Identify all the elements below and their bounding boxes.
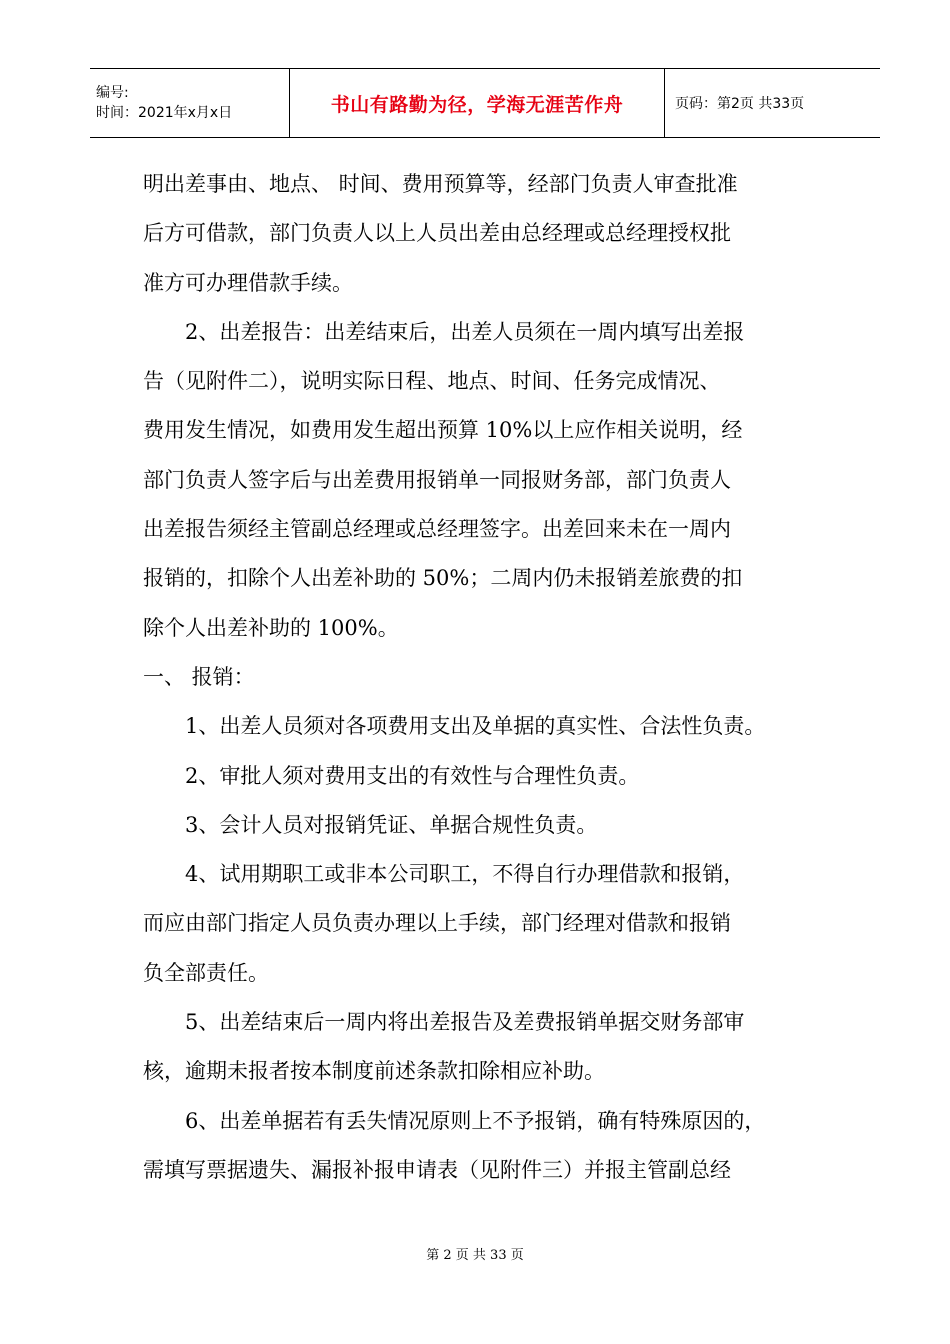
- page-header: [90, 68, 880, 138]
- page-footer: 第 2 页 共 33 页: [426, 1248, 524, 1263]
- body-text-line: 2、审批人须对费用支出的有效性与合理性负责。: [185, 763, 640, 788]
- header-meta: [90, 69, 290, 137]
- body-text-line: 后方可借款，部门负责人以上人员出差由总经理或总经理授权批: [143, 221, 731, 246]
- body-text-line: 而应由部门指定人员负责办理以上手续，部门经理对借款和报销: [143, 911, 731, 936]
- body-text-line: 4、试用期职工或非本公司职工，不得自行办理借款和报销，: [185, 862, 745, 887]
- body-text-line: 告（见附件二），说明实际日程、地点、时间、任务完成情况、: [143, 369, 721, 394]
- body-text-line: 2、出差报告：出差结束后，出差人员须在一周内填写出差报: [185, 319, 745, 344]
- document-time-label: 时间：2021年x月x日: [96, 105, 233, 121]
- body-text-line: 明出差事由、地点、 时间、费用预算等，经部门负责人审查批准: [143, 172, 738, 196]
- body-text-line: 3、会计人员对报销凭证、单据合规性负责。: [185, 812, 598, 837]
- body-text-line: 1、出差人员须对各项费用支出及单据的真实性、合法性负责。: [185, 714, 766, 739]
- body-text-line: 5、出差结束后一周内将出差报告及差费报销单据交财务部审: [185, 1010, 745, 1035]
- document-number-label: 编号:: [96, 85, 129, 101]
- body-text-line: 核，逾期未报者按本制度前述条款扣除相应补助。: [143, 1059, 605, 1084]
- body-text-line: 一、 报销：: [143, 664, 255, 689]
- header-motto: 书山有路勤为径，学海无涯苦作舟: [290, 69, 665, 137]
- body-text-line: 报销的，扣除个人出差补助的 50%；二周内仍未报销差旅费的扣: [143, 566, 743, 591]
- body-text-line: 负全部责任。: [143, 960, 269, 985]
- header-page-number: 页码：第2页 共33页: [675, 96, 805, 112]
- body-text-line: 除个人出差补助的 100%。: [143, 615, 399, 640]
- body-text-line: 部门负责人签字后与出差费用报销单一同报财务部，部门负责人: [143, 467, 731, 492]
- body-text-line: 需填写票据遗失、漏报补报申请表（见附件三）并报主管副总经: [143, 1157, 731, 1182]
- body-text-line: 6、出差单据若有丢失情况原则上不予报销，确有特殊原因的，: [185, 1108, 766, 1133]
- document-body: [143, 160, 843, 1195]
- body-text-line: 准方可办理借款手续。: [143, 270, 353, 295]
- body-text-line: 费用发生情况，如费用发生超出预算 10%以上应作相关说明，经: [143, 418, 743, 443]
- body-text-line: 出差报告须经主管副总经理或总经理签字。出差回来未在一周内: [143, 517, 731, 542]
